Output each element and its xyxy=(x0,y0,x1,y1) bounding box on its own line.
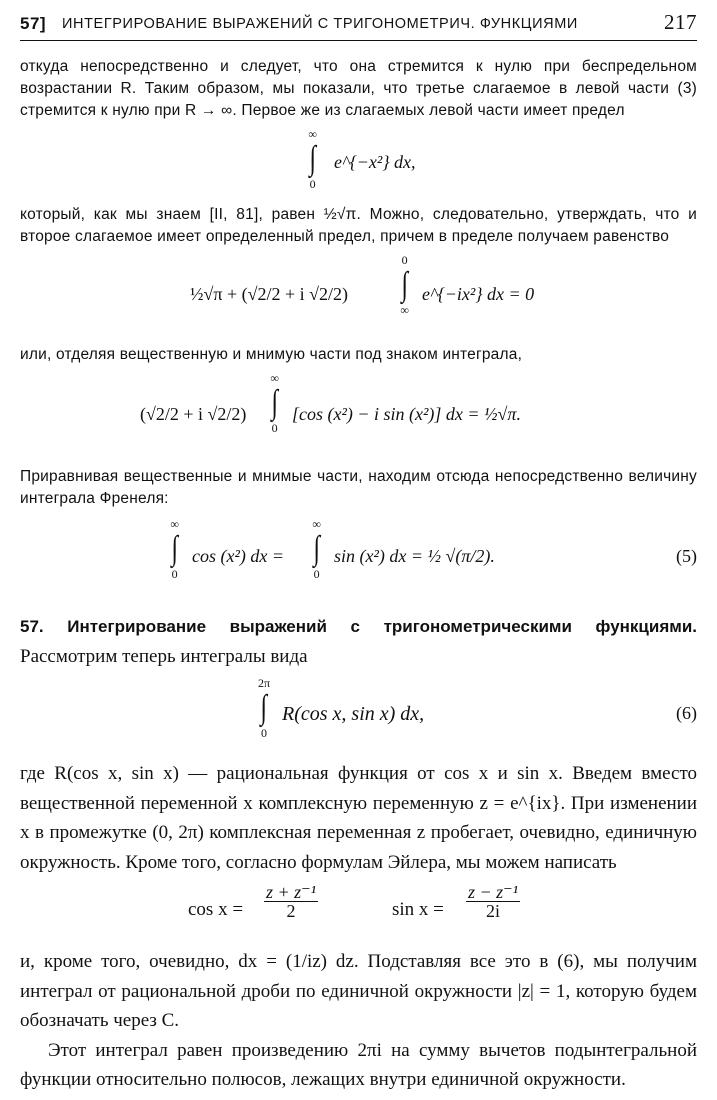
integral-sign: ∫ xyxy=(313,530,320,567)
upper-limit: ∞ xyxy=(170,517,179,531)
equation-5 xyxy=(20,510,697,602)
equation-5-part1: cos (x²) dx = xyxy=(192,546,285,566)
upper-limit: ∞ xyxy=(308,127,317,141)
sin-fraction xyxy=(466,883,520,920)
paragraph-5: где R(cos x, sin x) — рациональная функция от cos x и sin x. Введем вместо вещественной переменной x комплексную переменную z = e^{ix}. При изменении x в промежутке (0, 2π) комплексная переменная z пробегает, очевидно, единичную окружность. Кроме того, согласно формулам Эйлера, мы можем написать xyxy=(20,763,697,873)
integral-sign: ∫ xyxy=(401,266,408,303)
paragraph-4: Приравнивая вещественные и мнимые части, находим отсюда непосредственно величину интеграла Френеля: xyxy=(20,468,697,507)
equation-6-body: R(cos x, sin x) dx, xyxy=(282,703,425,725)
section-heading: 57. Интегрирование выражений с тригонометрическими функциями. xyxy=(20,617,697,636)
upper-limit: ∞ xyxy=(312,517,321,531)
page-number: 217 xyxy=(664,10,697,34)
upper-limit: ∞ xyxy=(270,371,279,385)
equation-7 xyxy=(20,877,697,947)
equation-6 xyxy=(20,671,697,759)
section-57-paragraph xyxy=(20,612,697,671)
cos-lhs: cos x = xyxy=(188,899,244,920)
cos-fraction xyxy=(264,883,318,920)
running-title: ИНТЕГРИРОВАНИЕ ВЫРАЖЕНИЙ С ТРИГОНОМЕТРИЧ. ФУНКЦИЯМИ xyxy=(62,16,578,32)
integral-sign: ∫ xyxy=(271,384,278,421)
lower-limit: 0 xyxy=(171,567,178,581)
lower-limit: 0 xyxy=(309,177,316,191)
cos-numerator: z + z⁻¹ xyxy=(266,882,317,902)
book-page xyxy=(20,8,697,1095)
lower-limit: ∞ xyxy=(400,303,409,317)
sin-lhs: sin x = xyxy=(392,899,444,920)
equation-5-part2: sin (x²) dx = ½ √(π/2). xyxy=(334,546,495,566)
header-rule xyxy=(20,40,697,41)
equation-3-lead: (√2/2 + i √2/2) xyxy=(140,404,247,424)
sin-denominator: 2i xyxy=(486,901,501,921)
integral-sign: ∫ xyxy=(171,530,178,567)
integral-sign: ∫ xyxy=(260,689,268,726)
paragraph-2: который, как мы знаем [II, 81], равен ½√π. Можно, следовательно, утверждать, что и второе слагаемое имеет определенный предел, причем в пределе получаем равенство xyxy=(20,206,697,245)
lower-limit: 0 xyxy=(313,567,320,581)
equation-1 xyxy=(20,122,697,204)
cos-denominator: 2 xyxy=(286,901,296,921)
integral-sign: ∫ xyxy=(309,140,316,177)
equation-number: (5) xyxy=(676,546,697,566)
integral-limits-1 xyxy=(170,518,179,580)
integral-limits xyxy=(308,128,317,190)
page-header xyxy=(20,8,697,42)
equation-3-body: [cos (x²) − i sin (x²)] dx = ½√π. xyxy=(292,404,521,424)
lower-limit: 0 xyxy=(271,421,278,435)
section-number: 57] xyxy=(20,14,47,33)
integral-limits-2 xyxy=(312,518,321,580)
equation-2 xyxy=(20,248,697,344)
section-intro: Рассмотрим теперь интегралы вида xyxy=(20,645,308,667)
integral-limits xyxy=(270,372,279,434)
equation-2-lead: ½√π + (√2/2 + i √2/2) xyxy=(190,284,349,304)
equation-3 xyxy=(20,366,697,466)
upper-limit: 2π xyxy=(258,676,271,690)
paragraph-3: или, отделяя вещественную и мнимую части под знаком интеграла, xyxy=(20,346,523,363)
sin-numerator: z − z⁻¹ xyxy=(468,882,519,902)
equation-number: (6) xyxy=(676,703,697,723)
integrand: e^{−x²} dx, xyxy=(334,152,416,172)
integral-limits xyxy=(258,677,270,739)
paragraph-6: и, кроме того, очевидно, dx = (1/iz) dz. Подставляя все это в (6), мы получим интеграл от рациональной дроби по единичной окружности |z| = 1, которую будем обозначать через C. xyxy=(20,951,697,1031)
paragraph-1: откуда непосредственно и следует, что она стремится к нулю при беспредельном возрастании R. Таким образом, мы показали, что третье слагаемое в левой части (3) стремится к нулю при R → ∞. Первое же из слагаемых левой части имеет предел xyxy=(20,58,697,119)
lower-limit: 0 xyxy=(261,726,268,740)
equation-2-body: e^{−ix²} dx = 0 xyxy=(422,284,535,304)
upper-limit: 0 xyxy=(401,253,408,267)
paragraph-7: Этот интеграл равен произведению 2πi на сумму вычетов подынтегральной функции относительно полюсов, лежащих внутри единичной окружности. xyxy=(20,1039,697,1090)
integral-limits xyxy=(400,254,409,316)
